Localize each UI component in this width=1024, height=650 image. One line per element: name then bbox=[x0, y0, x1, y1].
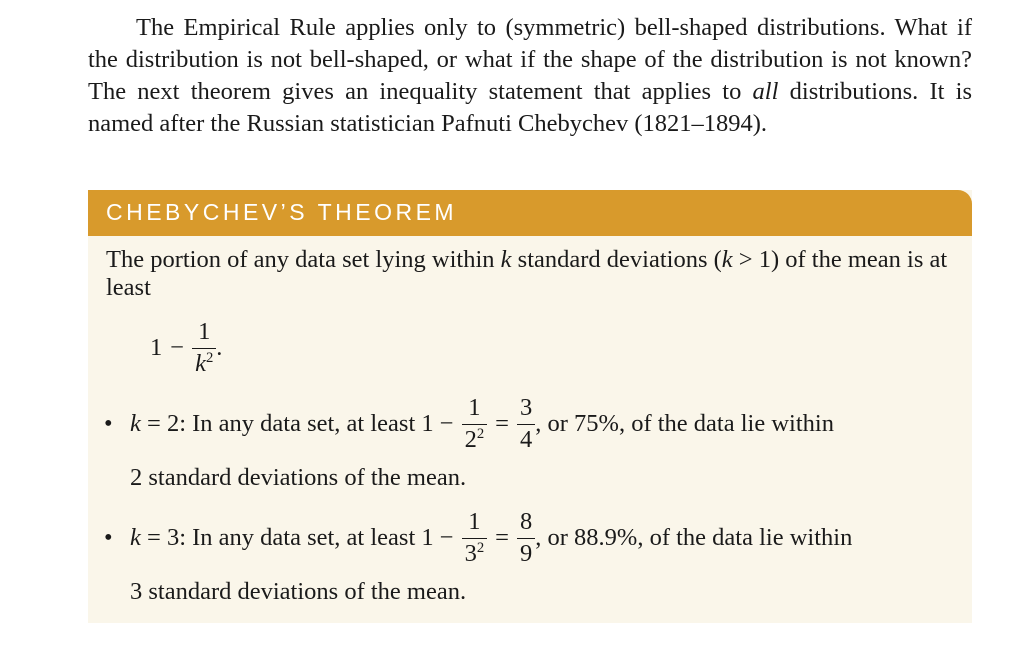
bullet-k3 bbox=[104, 510, 964, 566]
statement-k: k bbox=[500, 246, 512, 273]
theorem-header bbox=[88, 190, 972, 236]
bullet-k: k bbox=[130, 524, 141, 551]
bullet-text: = 3: In any data set, at least 1 − bbox=[140, 524, 454, 551]
bullet-k: k bbox=[130, 410, 141, 437]
bullet-k2 bbox=[104, 396, 964, 452]
fraction-den-base: 2 bbox=[464, 425, 477, 453]
bullet-equals: = bbox=[495, 410, 509, 437]
fraction-numerator: 1 bbox=[468, 508, 481, 535]
bullet-k2-continuation: 2 standard deviations of the mean. bbox=[130, 464, 467, 491]
formula-den-exp: 2 bbox=[205, 349, 214, 366]
intro-text-1: The Empirical Rule applies only to (symmetric) bell-shaped distributions. What if the distribution is not bell-shaped, or what if the shape of the distribution is not known? The next theorem gives an inequality statement that applies to bbox=[88, 14, 972, 105]
theorem-title: CHEBYCHEV’S THEOREM bbox=[106, 199, 458, 225]
formula-numerator: 1 bbox=[198, 318, 211, 345]
fraction-numerator: 8 bbox=[520, 508, 533, 535]
fraction-denominator bbox=[462, 538, 488, 567]
fraction-den-exp: 2 bbox=[476, 425, 485, 442]
statement-k-2: k bbox=[721, 246, 733, 273]
formula-denominator bbox=[192, 348, 216, 377]
bullet-dot: • bbox=[104, 410, 113, 437]
fraction-numerator: 3 bbox=[520, 394, 533, 421]
formula-period: . bbox=[216, 334, 223, 361]
bullet-tail: , or 75%, of the data lie within bbox=[535, 410, 834, 437]
intro-paragraph bbox=[88, 12, 972, 140]
bullet-fraction-2 bbox=[517, 510, 535, 566]
formula-den-var: k bbox=[195, 349, 206, 377]
statement-text-c: > 1) of the mean is at least bbox=[106, 246, 948, 301]
bullet-tail: , or 88.9%, of the data lie within bbox=[535, 524, 853, 551]
fraction-denominator: 4 bbox=[517, 424, 535, 453]
intro-text-2: distributions. It is named after the Russian statistician Pafnuti Chebychev (1821–1894). bbox=[88, 78, 972, 137]
statement-text-a: The portion of any data set lying within bbox=[106, 246, 501, 273]
bullet-text: = 2: In any data set, at least 1 − bbox=[140, 410, 454, 437]
fraction-numerator: 1 bbox=[468, 394, 481, 421]
theorem-statement bbox=[106, 246, 958, 302]
fraction-denominator: 9 bbox=[517, 538, 535, 567]
statement-text-b: standard deviations ( bbox=[511, 246, 722, 273]
main-formula bbox=[150, 320, 222, 376]
formula-minus: − bbox=[170, 334, 185, 361]
formula-fraction bbox=[192, 320, 216, 376]
fraction-den-exp: 2 bbox=[476, 539, 485, 556]
fraction-denominator bbox=[462, 424, 488, 453]
formula-one: 1 bbox=[150, 334, 163, 361]
bullet-fraction-1 bbox=[462, 396, 488, 452]
bullet-fraction-1 bbox=[462, 510, 488, 566]
bullet-k3-continuation: 3 standard deviations of the mean. bbox=[130, 578, 467, 605]
bullet-dot: • bbox=[104, 524, 113, 551]
bullet-fraction-2 bbox=[517, 396, 535, 452]
intro-emphasis: all bbox=[752, 78, 779, 105]
bullet-equals: = bbox=[495, 524, 509, 551]
fraction-den-base: 3 bbox=[464, 539, 477, 567]
